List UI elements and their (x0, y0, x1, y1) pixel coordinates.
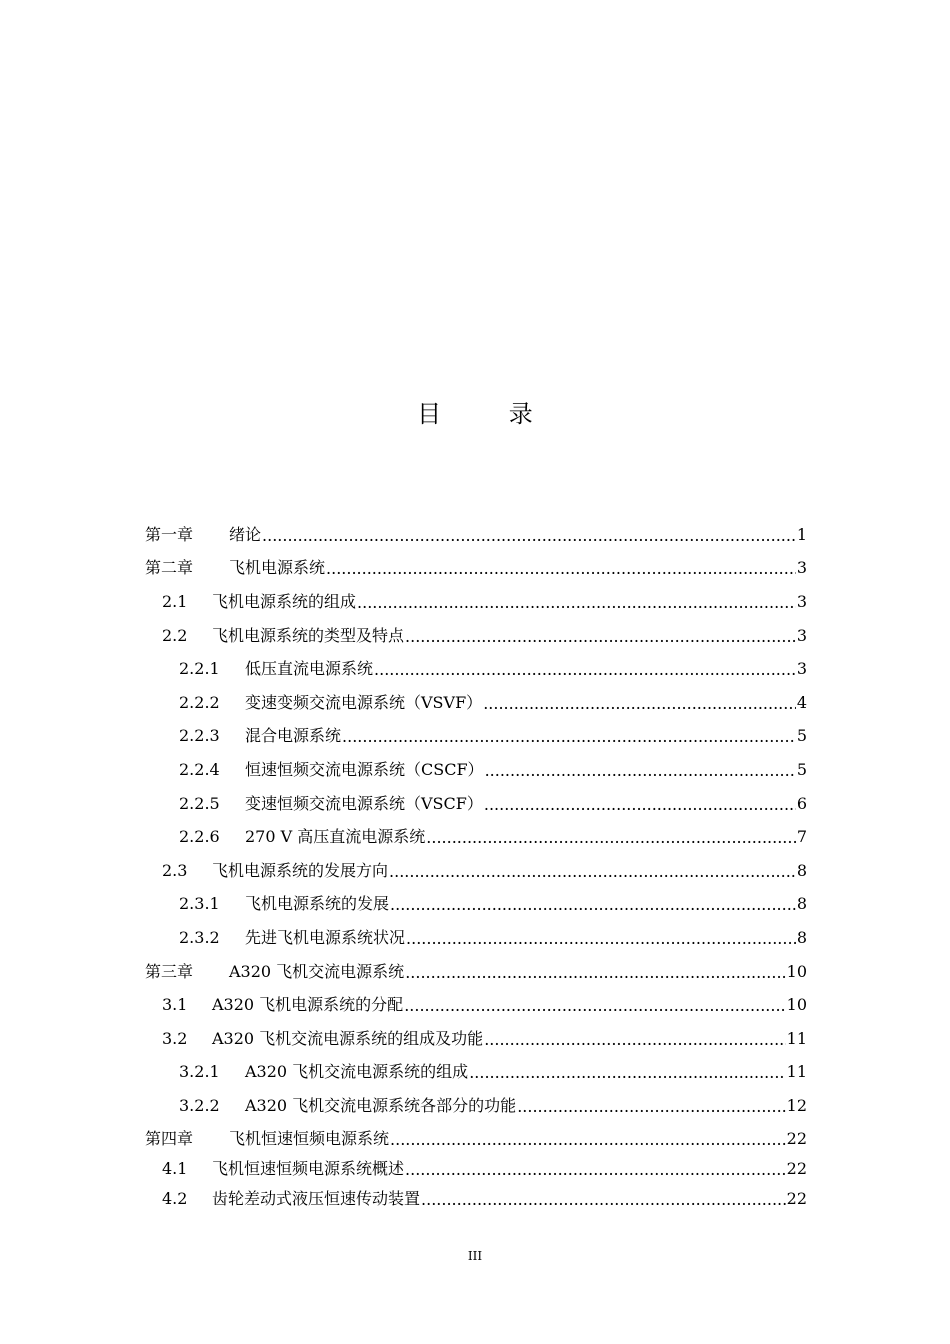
toc-entry-page: 8 (796, 927, 807, 947)
toc-entry-number: 第三章 (145, 961, 194, 981)
toc-entry-number: 2.2.4 (179, 759, 220, 779)
toc-entry-title: A320 飞机交流电源系统各部分的功能 (245, 1095, 517, 1115)
toc-entry-number: 2.3.2 (179, 927, 220, 947)
toc-entry-title: 绪论 (229, 524, 262, 544)
toc-entry-page: 8 (796, 860, 807, 880)
toc-entry-number: 2.1 (162, 591, 188, 611)
toc-entry[interactable] (145, 686, 807, 720)
toc-leader-dots (405, 963, 785, 983)
toc-leader-dots (483, 694, 796, 714)
toc-leader-dots (405, 627, 796, 647)
toc-entry[interactable] (145, 1182, 807, 1216)
toc-entry[interactable] (145, 1022, 807, 1056)
toc-entry-title: 飞机电源系统的发展方向 (212, 860, 389, 880)
toc-entry-title: 低压直流电源系统 (245, 659, 374, 679)
toc-entry-page: 3 (796, 659, 807, 679)
toc-leader-dots (484, 1030, 785, 1050)
toc-entry-page: 12 (786, 1095, 807, 1115)
toc-leader-dots (469, 1063, 785, 1083)
toc-leader-dots (426, 828, 796, 848)
toc-entry-number: 3.2 (162, 1028, 188, 1048)
toc-entry[interactable] (145, 1156, 807, 1182)
toc-entry-number: 4.2 (162, 1189, 188, 1209)
toc-entry[interactable] (145, 1056, 807, 1090)
toc-entry-page: 5 (796, 759, 807, 779)
toc-entry[interactable] (145, 955, 807, 989)
toc-leader-dots (389, 862, 796, 882)
table-of-contents (145, 518, 807, 1216)
toc-leader-dots (326, 559, 796, 579)
toc-entry-number: 2.2.2 (179, 692, 220, 712)
toc-entry[interactable] (145, 720, 807, 754)
toc-entry-page: 5 (796, 726, 807, 746)
toc-leader-dots (517, 1097, 785, 1117)
toc-entry-title: 飞机恒速恒频电源系统概述 (212, 1159, 405, 1179)
toc-leader-dots (390, 895, 796, 915)
toc-entry[interactable] (145, 753, 807, 787)
toc-entry[interactable] (145, 988, 807, 1022)
toc-entry-title: 飞机电源系统的类型及特点 (212, 625, 405, 645)
toc-entry[interactable] (145, 854, 807, 888)
toc-entry-number: 3.1 (162, 995, 188, 1015)
toc-entry[interactable] (145, 888, 807, 922)
toc-entry-title: 270 V 高压直流电源系统 (245, 827, 426, 847)
toc-entry-page: 22 (786, 1189, 807, 1209)
toc-entry-title: 先进飞机电源系统状况 (245, 927, 406, 947)
toc-entry-page: 22 (786, 1159, 807, 1179)
toc-entry-page: 10 (786, 995, 807, 1015)
toc-entry[interactable] (145, 820, 807, 854)
toc-leader-dots (262, 526, 796, 546)
toc-entry-number: 2.3.1 (179, 894, 220, 914)
toc-leader-dots (342, 727, 796, 747)
toc-leader-dots (374, 660, 796, 680)
toc-entry-page: 11 (786, 1062, 807, 1082)
toc-entry-number: 2.3 (162, 860, 188, 880)
toc-leader-dots (406, 929, 796, 949)
toc-entry-title: 混合电源系统 (245, 726, 342, 746)
toc-entry-page: 8 (796, 894, 807, 914)
toc-entry-title: 飞机恒速恒频电源系统 (229, 1129, 390, 1149)
toc-entry-title: 变速变频交流电源系统（VSVF） (245, 692, 483, 712)
toc-entry-page: 7 (796, 827, 807, 847)
toc-entry-title: 恒速恒频交流电源系统（CSCF） (245, 759, 484, 779)
toc-entry[interactable] (145, 585, 807, 619)
toc-entry[interactable] (145, 552, 807, 586)
toc-leader-dots (404, 996, 785, 1016)
toc-entry-number: 2.2.6 (179, 827, 220, 847)
toc-entry-title: A320 飞机电源系统的分配 (212, 995, 404, 1015)
toc-entry-page: 6 (796, 793, 807, 813)
toc-entry-page: 10 (786, 961, 807, 981)
toc-entry[interactable] (145, 787, 807, 821)
toc-entry-number: 3.2.1 (179, 1062, 220, 1082)
toc-entry-number: 第四章 (145, 1129, 194, 1149)
toc-entry-title: 齿轮差动式液压恒速传动装置 (212, 1189, 421, 1209)
toc-entry-page: 3 (796, 591, 807, 611)
toc-leader-dots (485, 761, 796, 781)
toc-entry-page: 22 (786, 1129, 807, 1149)
toc-entry-number: 2.2.3 (179, 726, 220, 746)
toc-entry[interactable] (145, 619, 807, 653)
toc-entry[interactable] (145, 1089, 807, 1123)
toc-entry-number: 3.2.2 (179, 1095, 220, 1115)
toc-leader-dots (421, 1190, 786, 1210)
toc-entry-page: 1 (796, 524, 807, 544)
toc-entry-title: 变速恒频交流电源系统（VSCF） (245, 793, 483, 813)
toc-entry-number: 第一章 (145, 524, 194, 544)
toc-entry-page: 3 (796, 625, 807, 645)
toc-entry-page: 3 (796, 558, 807, 578)
toc-entry-title: A320 飞机交流电源系统 (229, 961, 405, 981)
toc-leader-dots (405, 1160, 786, 1180)
toc-leader-dots (390, 1130, 786, 1150)
toc-entry[interactable] (145, 1123, 807, 1157)
toc-entry-number: 第二章 (145, 558, 194, 578)
toc-entry-title: A320 飞机交流电源系统的组成及功能 (212, 1028, 484, 1048)
toc-entry[interactable] (145, 652, 807, 686)
toc-entry-number: 4.1 (162, 1159, 188, 1179)
toc-entry-number: 2.2.1 (179, 659, 220, 679)
toc-entry-page: 11 (786, 1028, 807, 1048)
toc-entry-title: A320 飞机交流电源系统的组成 (245, 1062, 469, 1082)
toc-entry-title: 飞机电源系统 (229, 558, 326, 578)
toc-leader-dots (357, 593, 796, 613)
toc-entry[interactable] (145, 921, 807, 955)
toc-leader-dots (484, 795, 796, 815)
toc-entry-title: 飞机电源系统的组成 (212, 591, 357, 611)
page-number: III (467, 1249, 483, 1263)
toc-entry-page: 4 (796, 692, 807, 712)
toc-entry[interactable] (145, 518, 807, 552)
toc-entry-title: 飞机电源系统的发展 (245, 894, 390, 914)
toc-entry-number: 2.2.5 (179, 793, 220, 813)
page-title: 目 录 (417, 400, 563, 428)
toc-entry-number: 2.2 (162, 625, 188, 645)
